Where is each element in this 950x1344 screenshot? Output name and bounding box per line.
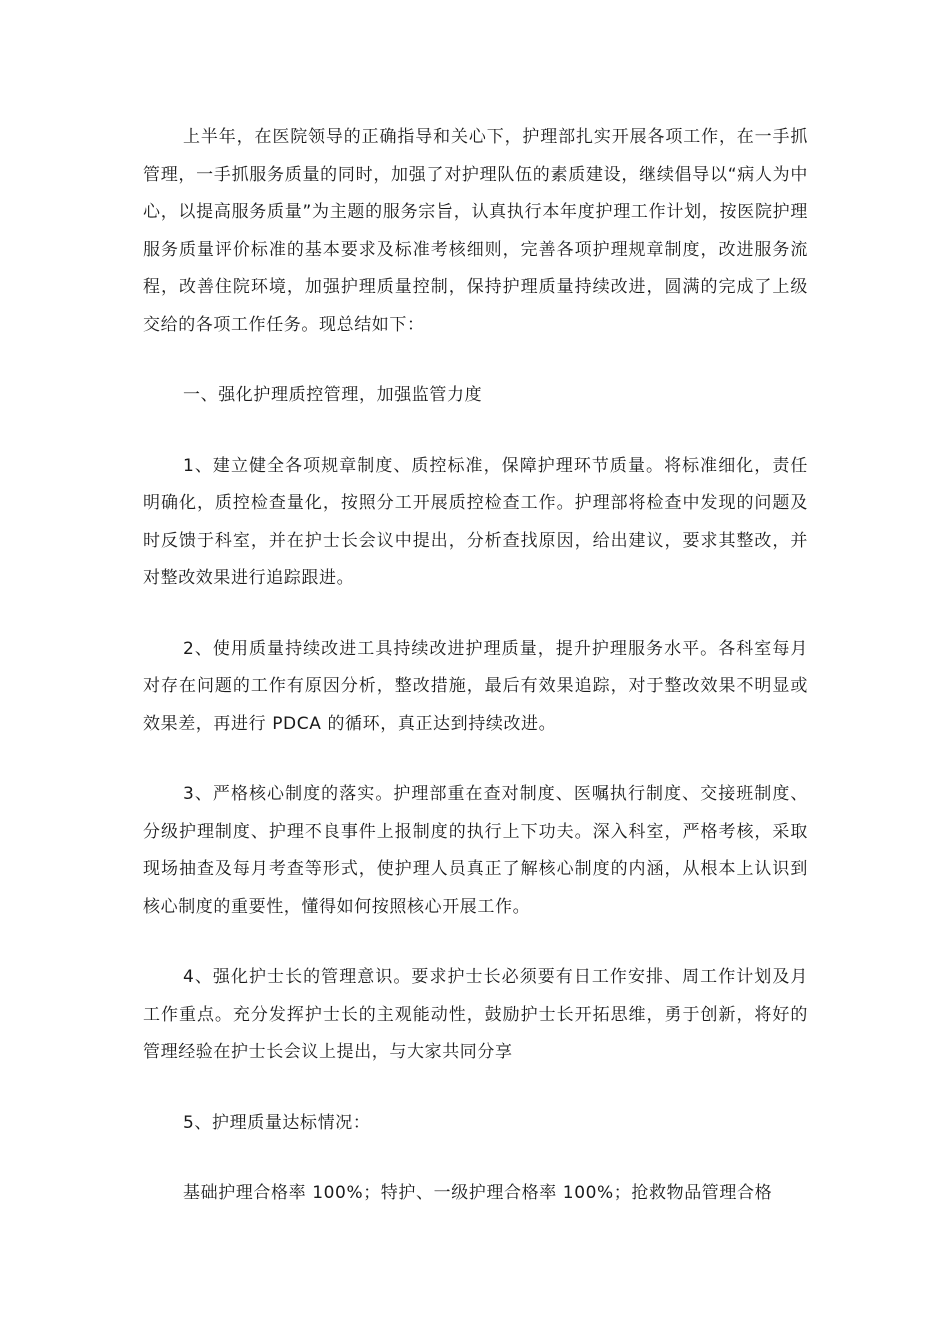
quality-rates-paragraph: 基础护理合格率 100%；特护、一级护理合格率 100%；抢救物品管理合格 [183,1183,773,1203]
item-2-paragraph: 2、使用质量持续改进工具持续改进护理质量，提升护理服务水平。各科室每月对存在问题的工作有原因分析，整改措施，最后有效果追踪，对于整改效果不明显或效果差，再进行 PDCA 的循环，真正达到持续改进。 [143,638,808,734]
item-3-paragraph: 3、严格核心制度的落实。护理部重在查对制度、医嘱执行制度、交接班制度、分级护理制度、护理不良事件上报制度的执行上下功夫。深入科室，严格考核，采取现场抽查及每月考查等形式，使护理人员真正了解核心制度的内涵，从根本上认识到核心制度的重要性，懂得如何按照核心开展工作。 [143,784,808,917]
item-1-paragraph: 1、建立健全各项规章制度、质控标准，保障护理环节质量。将标准细化，责任明确化，质控检查量化，按照分工开展质控检查工作。护理部将检查中发现的问题及时反馈于科室，并在护士长会议中提出，分析查找原因，给出建议，要求其整改，并对整改效果进行追踪跟进。 [143,455,808,588]
section-heading: 一、强化护理质控管理，加强监管力度 [183,385,483,405]
item-4-paragraph: 4、强化护士长的管理意识。要求护士长必须要有日工作安排、周工作计划及月工作重点。充分发挥护士长的主观能动性，鼓励护士长开拓思维，勇于创新，将好的管理经验在护士长会议上提出，与大家共同分享 [143,967,808,1062]
item-5-paragraph: 5、护理质量达标情况： [183,1112,371,1133]
document-body [143,119,808,1213]
intro-paragraph: 上半年，在医院领导的正确指导和关心下，护理部扎实开展各项工作，在一手抓管理，一手抓服务质量的同时，加强了对护理队伍的素质建设，继续倡导以“病人为中心，以提高服务质量”为主题的服务宗旨，认真执行本年度护理工作计划，按医院护理服务质量评价标准的基本要求及标准考核细则，完善各项护理规章制度，改进服务流程，改善住院环境，加强护理质量控制，保持护理质量持续改进，圆满的完成了上级交给的各项工作任务。现总结如下： [143,127,808,335]
